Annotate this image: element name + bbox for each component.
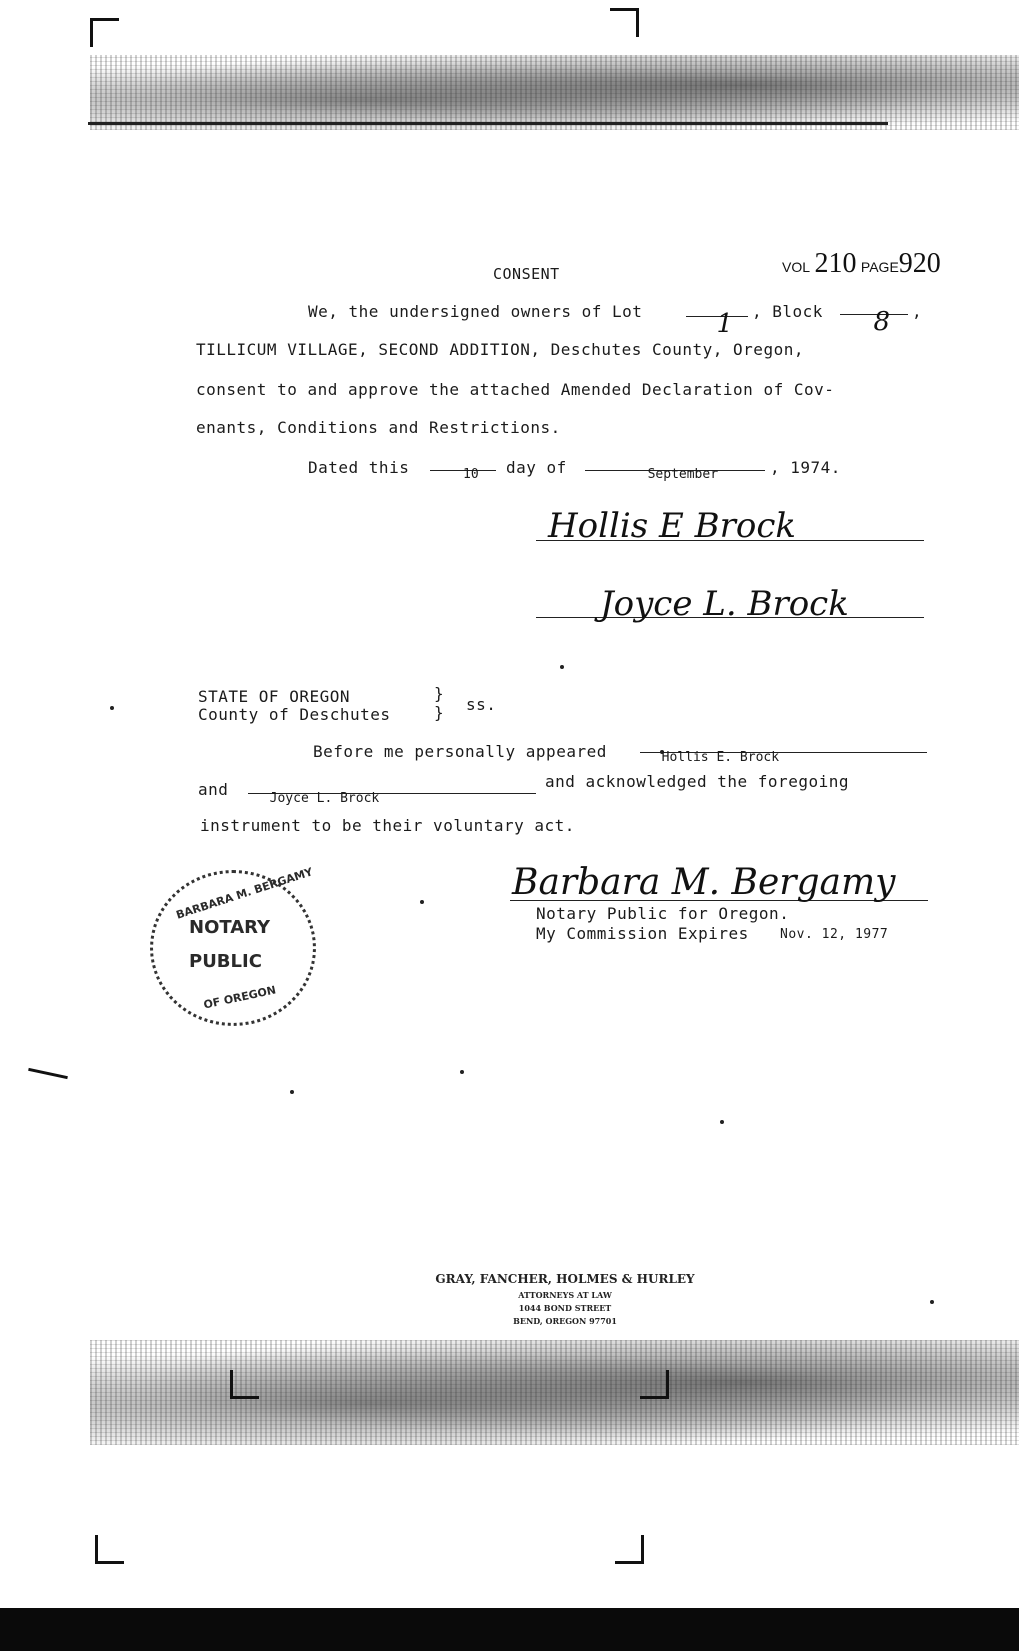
consent-line-4: enants, Conditions and Restrictions.: [196, 418, 561, 437]
scan-rule-top: [88, 122, 888, 125]
page-number: 920: [898, 248, 941, 279]
signature-joyce-brock: Joyce L. Brock: [600, 584, 849, 624]
acknowledgment-text: and acknowledged the foregoing: [545, 772, 849, 791]
dated-day-field: [430, 448, 496, 482]
notary-title: Notary Public for Oregon.: [536, 904, 790, 923]
venue-brace-2: }: [434, 703, 445, 722]
speck: [560, 665, 564, 669]
commission-date: Nov. 12, 1977: [780, 927, 889, 942]
seal-public-text: PUBLIC: [189, 951, 262, 972]
scan-noise-top: [90, 55, 1019, 130]
crop-mark-bottom-right: [615, 1535, 644, 1564]
dated-month: September: [647, 467, 719, 482]
dated-day: 10: [463, 467, 479, 482]
scan-black-edge: [0, 1608, 1019, 1651]
speck: [460, 1070, 464, 1074]
seal-notary-text: NOTARY: [189, 917, 271, 938]
commission-label: My Commission Expires: [536, 924, 749, 943]
recording-reference: [782, 248, 941, 280]
crop-mark-mid-right: [640, 1370, 669, 1399]
venue-ss: ss.: [466, 695, 497, 714]
crop-mark-top-left: [90, 18, 119, 47]
seal-top-text: BARBARA M. BERGAMY: [174, 865, 315, 922]
lot-field: [686, 294, 748, 339]
speck: [720, 1120, 724, 1124]
speck: [290, 1090, 294, 1094]
crop-mark-top-right: [610, 8, 639, 37]
margin-mark-left: [28, 1068, 68, 1079]
speck: [930, 1300, 934, 1304]
vol-label: VOL: [782, 259, 811, 275]
dated-month-field: [585, 448, 765, 482]
lot-value: 1: [716, 309, 734, 339]
dated-mid: day of: [506, 458, 567, 477]
consent-line-1: We, the undersigned owners of Lot: [308, 302, 643, 321]
speck: [110, 706, 114, 710]
dated-prefix: Dated this: [308, 458, 410, 477]
page-label: PAGE: [860, 259, 899, 275]
law-firm-city: BEND, OREGON 97701: [513, 1316, 617, 1326]
speck: [420, 900, 424, 904]
block-field: [840, 292, 908, 337]
appeared-prefix: Before me personally appeared: [313, 742, 607, 761]
consent-line-2: TILLICUM VILLAGE, SECOND ADDITION, Deschutes County, Oregon,: [196, 340, 804, 359]
vol-number: 210: [814, 248, 857, 279]
consent-line-3: consent to and approve the attached Amended Declaration of Cov-: [196, 380, 835, 399]
signature-hollis-brock: Hollis E Brock: [548, 506, 796, 546]
notary-seal: [150, 865, 316, 1026]
appeared-name-1-field: [640, 731, 927, 765]
dated-year: , 1974.: [770, 458, 841, 477]
crop-mark-mid-left: [230, 1370, 259, 1399]
notary-signature: Barbara M. Bergamy: [512, 862, 896, 903]
appeared-name-2-field: [248, 772, 536, 806]
crop-mark-bottom-left: [95, 1535, 124, 1564]
and-label: and: [198, 780, 229, 799]
seal-bottom-text: OF OREGON: [202, 983, 278, 1012]
acknowledgment-line-2: instrument to be their voluntary act.: [200, 816, 575, 835]
venue-county: County of Deschutes: [198, 705, 391, 724]
law-firm-street: 1044 BOND STREET: [518, 1303, 612, 1313]
block-end: ,: [912, 302, 923, 321]
law-firm-name: GRAY, FANCHER, HOLMES & HURLEY: [435, 1272, 695, 1286]
appeared-name-1: Hollis E. Brock: [661, 750, 780, 765]
document-title: CONSENT: [493, 265, 560, 283]
appeared-name-2: Joyce L. Brock: [269, 791, 380, 806]
law-firm-role: ATTORNEYS AT LAW: [518, 1290, 612, 1300]
block-label: , Block: [752, 302, 823, 321]
block-value: 8: [873, 307, 891, 337]
venue-state: STATE OF OREGON: [198, 687, 350, 706]
venue-brace-1: }: [434, 684, 445, 703]
